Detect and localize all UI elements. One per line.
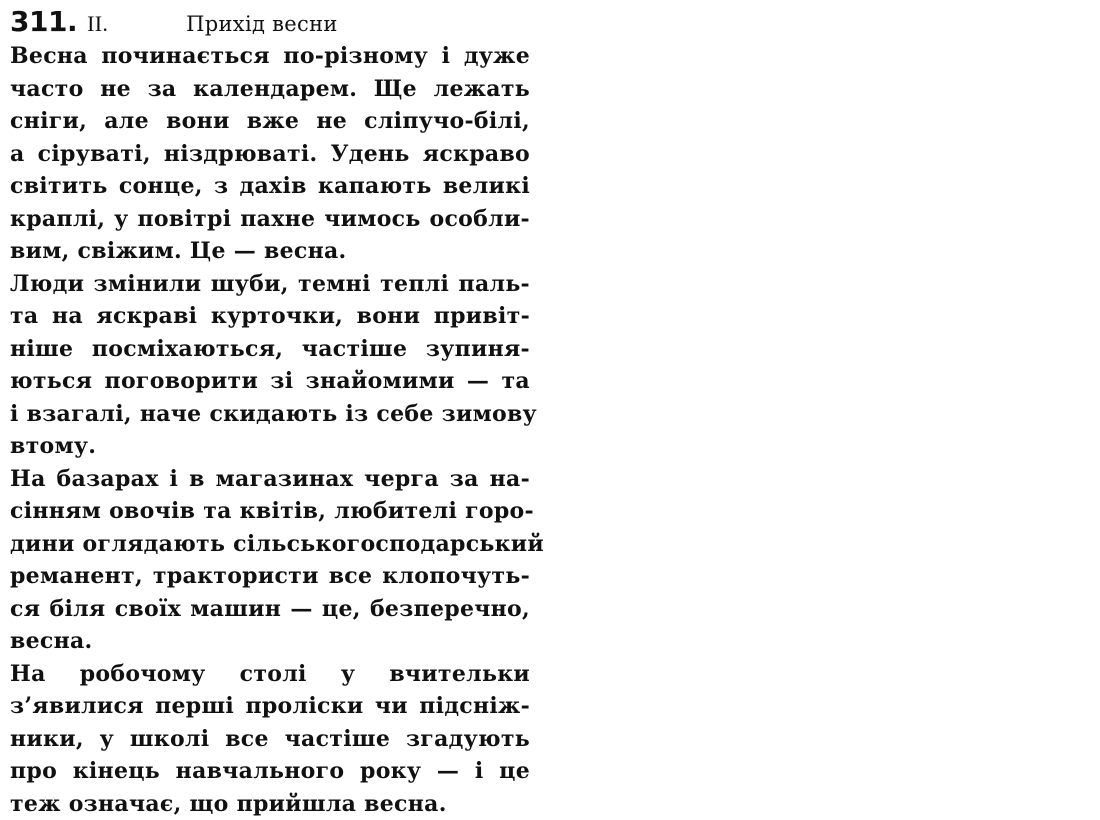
text-line: Весна починається по-різному і дуже — [10, 40, 530, 73]
text-line: ники, у школі все частіше згадують — [10, 723, 530, 756]
text-line: сніги, але вони вже не сліпучо-білі, — [10, 105, 530, 138]
text-line: а сіруваті, ніздрюваті. Удень яскраво — [10, 138, 530, 171]
exercise-number: 311. — [10, 6, 77, 39]
paragraph-1 — [10, 40, 530, 268]
text-line: теж означає, що прийшла весна. — [10, 788, 530, 820]
exercise-part: II. — [87, 8, 108, 41]
textbook-page — [10, 6, 530, 820]
text-line: з’явилися перші проліски чи підсніж- — [10, 690, 530, 723]
text-line: та на яскраві курточки, вони привіт- — [10, 300, 530, 333]
text-line: дини оглядають сільськогосподарський — [10, 528, 530, 561]
exercise-header — [10, 6, 530, 40]
text-line: ся біля своїх машин — це, безперечно, — [10, 593, 530, 626]
text-line: часто не за календарем. Ще лежать — [10, 73, 530, 106]
text-line: ніше посміхаються, частіше зупиня- — [10, 333, 530, 366]
text-line: втому. — [10, 430, 530, 463]
text-line: ються поговорити зі знайомими — та — [10, 365, 530, 398]
text-line: і взагалі, наче скидають із себе зимову — [10, 398, 530, 431]
text-line: реманент, трактористи все клопочуть- — [10, 560, 530, 593]
text-line: про кінець навчального року — і це — [10, 755, 530, 788]
exercise-title: Прихід весни — [186, 8, 338, 41]
text-line: На базарах і в магазинах черга за на- — [10, 463, 530, 496]
text-line: світить сонце, з дахів капають великі — [10, 170, 530, 203]
text-line: сінням овочів та квітів, любителі горо- — [10, 495, 530, 528]
text-line: вим, свіжим. Це — весна. — [10, 235, 530, 268]
paragraph-3 — [10, 463, 530, 658]
text-line: На робочому столі у вчительки — [10, 658, 530, 691]
text-line: весна. — [10, 625, 530, 658]
text-line: Люди змінили шуби, темні теплі паль- — [10, 268, 530, 301]
text-line: краплі, у повітрі пахне чимось особли- — [10, 203, 530, 236]
paragraph-2 — [10, 268, 530, 463]
paragraph-4 — [10, 658, 530, 820]
